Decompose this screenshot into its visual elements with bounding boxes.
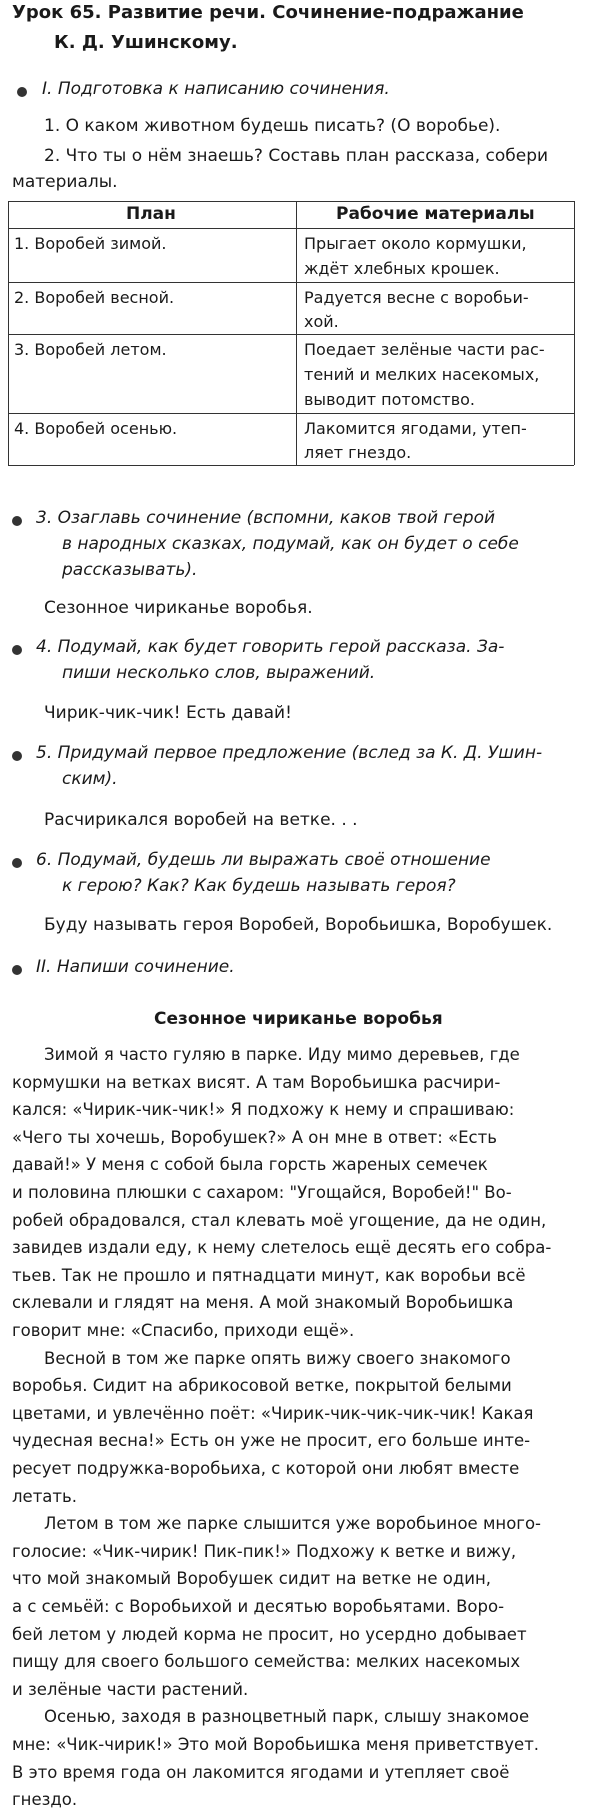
task-3-line-1: 3. Озаглавь сочинение (вспомни, каков твой герой <box>36 508 496 528</box>
essay-line: «Чего ты хочешь, Воробушек?» А он мне в ответ: «Есть <box>12 1127 497 1147</box>
essay-line: робей обрадовался, стал клевать моё угощение, да не один, <box>12 1210 547 1230</box>
essay-line: пищу для своего большого семейства: мелких насекомых <box>12 1652 521 1672</box>
table-header-plan: План <box>126 204 176 224</box>
question-2-line-1: 2. Что ты о нём знаешь? Составь план рассказа, собери <box>44 146 549 166</box>
table-border-left <box>8 201 9 465</box>
essay-line: склевали и глядят на меня. А мой знакомый Воробьишка <box>12 1293 514 1313</box>
essay-title: Сезонное чириканье воробья <box>154 1009 443 1029</box>
task-5-line-1: 5. Придумай первое предложение (вслед за К. Д. Ушин- <box>36 743 543 763</box>
essay-line: кался: «Чирик-чик-чик!» Я подхожу к нему и спрашиваю: <box>12 1100 515 1120</box>
essay-line: В это время года он лакомится ягодами и утепляет своё <box>12 1762 510 1782</box>
essay-line: воробья. Сидит на абрикосовой ветке, покрытой белыми <box>12 1376 512 1396</box>
question-1: 1. О каком животном будешь писать? (О воробье). <box>44 116 501 136</box>
essay-line: Осенью, заходя в разноцветный парк, слышу знакомое <box>44 1707 530 1727</box>
table-cell-materials: ждёт хлебных крошек. <box>304 259 500 278</box>
table-row-divider <box>8 282 574 283</box>
task-6-answer: Буду называть героя Воробей, Воробьишка, Воробушек. <box>44 915 553 935</box>
table-cell-materials: хой. <box>304 312 339 331</box>
table-row-divider <box>8 334 574 335</box>
essay-line: Летом в том же парке слышится уже воробьиное много- <box>44 1514 542 1534</box>
task-5-line-2: ским). <box>62 769 118 789</box>
table-header-materials: Рабочие материалы <box>336 204 535 224</box>
essay-line: и половина плюшки с сахаром: "Угощайся, Воробей!" Во- <box>12 1183 512 1202</box>
essay-line: кормушки на ветках висят. А там Воробьишка расчири- <box>12 1072 501 1092</box>
essay-line: Зимой я часто гуляю в парке. Иду мимо деревьев, где <box>44 1045 520 1064</box>
task-3-line-2: в народных сказках, подумай, как он будет о себе <box>62 534 519 554</box>
essay-line: чудесная весна!» Есть он уже не просит, его больше инте- <box>12 1431 531 1451</box>
bullet-icon <box>12 516 22 526</box>
table-cell-materials: выводит потомство. <box>304 390 475 409</box>
bullet-icon <box>12 751 22 761</box>
essay-line: цветами, и увлечённо поёт: «Чирик-чик-чик-чик-чик! Какая <box>12 1403 534 1423</box>
task-3-line-3: рассказывать). <box>62 560 198 580</box>
essay-line: ресует подружка-воробьиха, с которой они любят вместе <box>12 1459 520 1478</box>
lesson-title-line-2: К. Д. Ушинскому. <box>54 32 238 53</box>
task-5-answer: Расчирикался воробей на ветке. . . <box>44 810 358 830</box>
table-header-divider <box>8 228 574 229</box>
bullet-icon <box>12 858 22 868</box>
essay-line: что мой знакомый Воробушек сидит на ветке не один, <box>12 1569 491 1589</box>
table-cell-plan: 3. Воробей летом. <box>14 340 167 359</box>
question-2-line-2: материалы. <box>12 172 118 192</box>
table-cell-plan: 4. Воробей осенью. <box>14 419 178 438</box>
task-4-answer: Чирик-чик-чик! Есть давай! <box>44 703 292 723</box>
section-1-heading: I. Подготовка к написанию сочинения. <box>42 79 390 99</box>
bullet-icon <box>12 965 22 975</box>
table-cell-materials: Радуется весне с воробьи- <box>304 288 529 307</box>
bullet-icon <box>17 87 27 97</box>
essay-line: гнездо. <box>12 1790 78 1810</box>
essay-line: тьев. Так не прошло и пятнадцати минут, как воробьи всё <box>12 1265 526 1285</box>
essay-line: давай!» У меня с собой была горсть жареных семечек <box>12 1155 488 1175</box>
table-cell-materials: Лакомится ягодами, утеп- <box>304 419 527 438</box>
task-4-line-1: 4. Подумай, как будет говорить герой рассказа. За- <box>36 637 505 657</box>
task-6-line-1: 6. Подумай, будешь ли выражать своё отношение <box>36 850 491 870</box>
table-border-right <box>574 201 575 465</box>
table-cell-materials: ляет гнездо. <box>304 443 412 462</box>
essay-line: говорит мне: «Спасибо, приходи ещё». <box>12 1321 355 1340</box>
table-cell-materials: Поедает зелёные части рас- <box>304 340 545 359</box>
table-row-divider <box>8 413 574 414</box>
task-6-line-2: к герою? Как? Как будешь называть героя? <box>62 876 456 896</box>
essay-line: завидев издали еду, к нему слетелось ещё десять его собра- <box>12 1238 552 1258</box>
essay-line: а с семьёй: с Воробьихой и десятью воробьятами. Воро- <box>12 1597 505 1616</box>
section-2-heading: II. Напиши сочинение. <box>36 957 235 977</box>
essay-line: и зелёные части растений. <box>12 1679 249 1699</box>
essay-line: бей летом у людей корма не просит, но усердно добывает <box>12 1624 527 1644</box>
table-border-bottom <box>8 465 574 466</box>
essay-line: летать. <box>12 1486 78 1506</box>
essay-line: Весной в том же парке опять вижу своего знакомого <box>44 1348 511 1368</box>
task-3-answer: Сезонное чириканье воробья. <box>44 598 313 618</box>
essay-line: голосие: «Чик-чирик! Пик-пик!» Подхожу к ветке и вижу, <box>12 1541 517 1561</box>
table-cell-materials: тений и мелких насекомых, <box>304 365 540 384</box>
table-cell-materials: Прыгает около кормушки, <box>304 234 527 253</box>
table-column-divider <box>296 201 297 465</box>
table-border-top <box>8 201 574 202</box>
bullet-icon <box>12 645 22 655</box>
essay-line: мне: «Чик-чирик!» Это мой Воробьишка меня приветствует. <box>12 1735 540 1754</box>
table-cell-plan: 2. Воробей весной. <box>14 288 175 307</box>
task-4-line-2: пиши несколько слов, выражений. <box>62 663 376 683</box>
lesson-title-line-1: Урок 65. Развитие речи. Сочинение-подражание <box>12 2 524 23</box>
table-cell-plan: 1. Воробей зимой. <box>14 234 167 253</box>
